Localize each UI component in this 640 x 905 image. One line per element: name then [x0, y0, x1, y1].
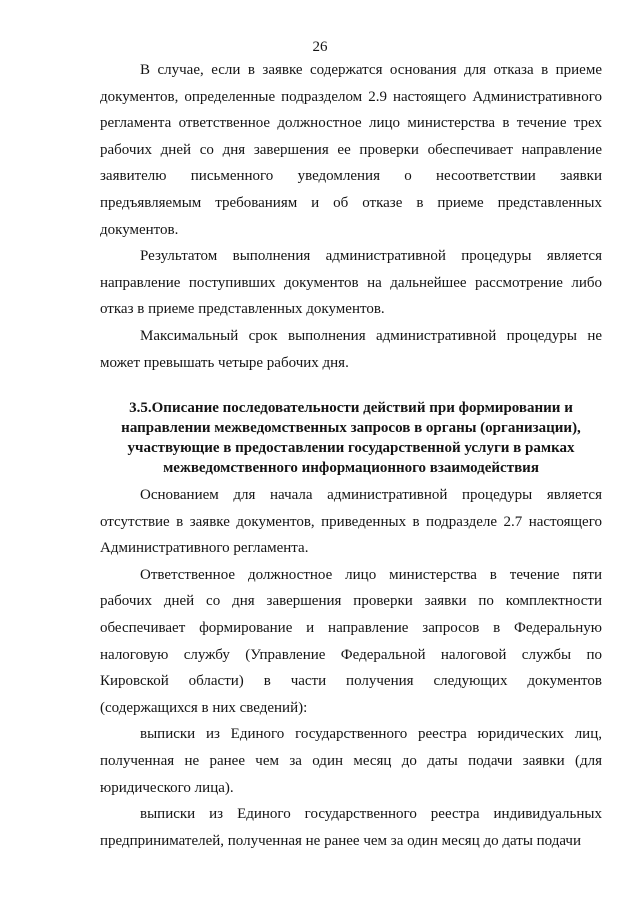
heading-line-4: межведомственного информационного взаимодействия	[163, 460, 539, 476]
paragraph-entrepreneur-extract: выписки из Единого государственного реестра индивидуальных предпринимателей, полученная не ранее чем за один месяц до даты подачи	[100, 806, 602, 849]
section-heading	[100, 398, 602, 478]
paragraph-legal-entity-extract: выписки из Единого государственного реестра юридических лиц, полученная не ранее чем за один месяц до даты подачи заявки (для юридического лица).	[100, 726, 602, 796]
section-body-upper	[100, 57, 602, 376]
page-number: 26	[312, 39, 328, 55]
heading-line-1: 3.5.Описание последовательности действий при формировании и	[129, 400, 573, 416]
paragraph-max-duration: Максимальный срок выполнения административной процедуры не может превышать четыре рабочих дня.	[100, 327, 602, 371]
paragraph-refusal-notice: В случае, если в заявке содержатся основания для отказа в приеме документов, определенные подразделом 2.9 настоящего Административного регламента ответственное должностное лицо министерства в течение трех рабочих дней со дня завершения ее проверки обеспечивает направление заявителю письменного уведомления о несоответствии заявки предъявляемым требованиям и об отказе в приеме представленных документов.	[100, 62, 602, 238]
paragraph-procedure-result: Результатом выполнения административной процедуры является направление поступивших документов на дальнейшее рассмотрение либо отказ в приеме представленных документов.	[100, 248, 602, 318]
paragraph-interagency-requests: Ответственное должностное лицо министерства в течение пяти рабочих дней со дня завершения проверки заявки по комплектности обеспечивает формирование и направление запросов в Федеральную налоговую службу (Управление Федеральной налоговой службы по Кировской области) в части получения следующих документов (содержащихся в них сведений):	[100, 566, 602, 716]
heading-line-3: участвующие в предоставлении государственной услуги в рамках	[127, 440, 575, 456]
heading-line-2: направлении межведомственных запросов в органы (организации),	[121, 420, 581, 436]
paragraph-procedure-basis: Основанием для начала административной процедуры является отсутствие в заявке документов, приведенных в подразделе 2.7 настоящего Административного регламента.	[100, 487, 602, 557]
section-body-lower	[100, 482, 602, 854]
